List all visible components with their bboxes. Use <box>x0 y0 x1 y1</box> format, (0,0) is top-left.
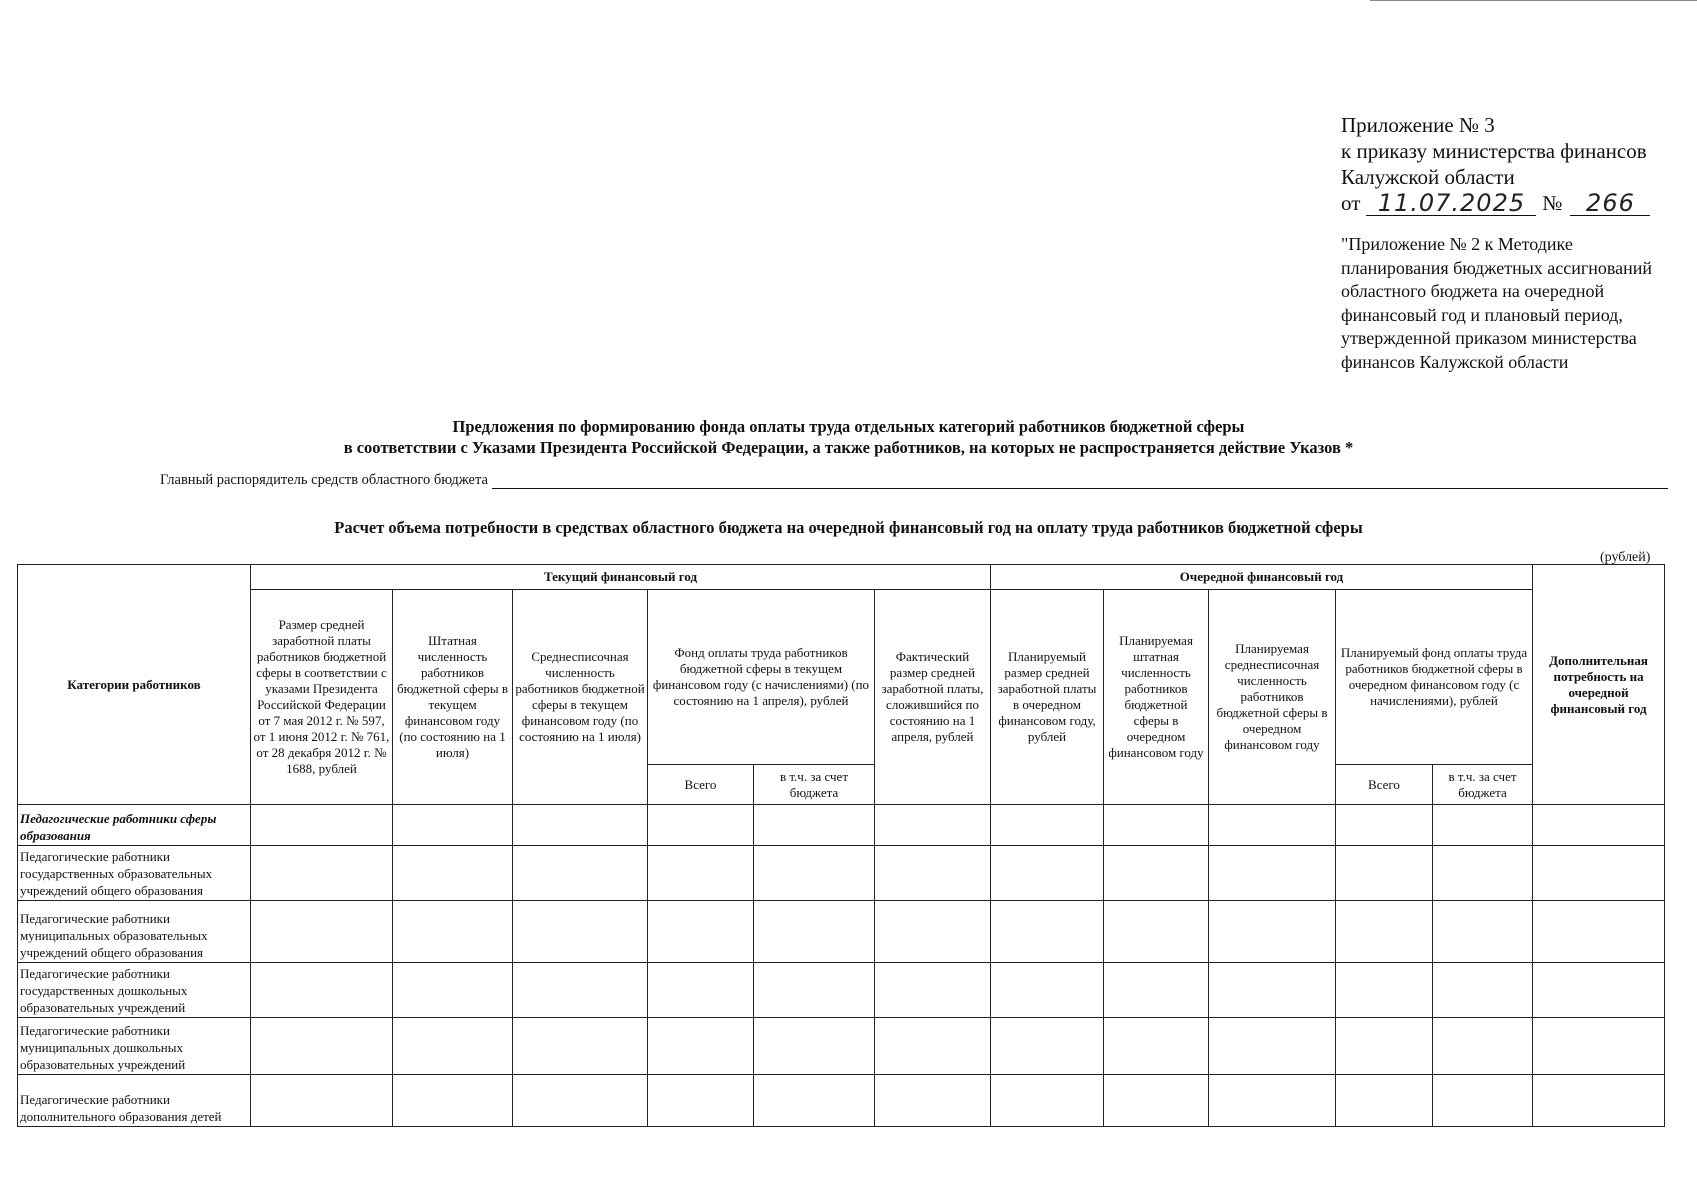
table-cell[interactable] <box>875 805 991 846</box>
table-cell[interactable] <box>648 846 754 901</box>
header-next-incl-budget: в т.ч. за счет бюджета <box>1433 765 1533 805</box>
header-planned-staff: Планируемая штатная численность работников бюджетной сферы в очередном финансовом году <box>1104 590 1209 805</box>
row-label: Педагогические работники сферы образования <box>18 805 251 846</box>
table-cell[interactable] <box>393 1075 513 1127</box>
table-cell[interactable] <box>393 963 513 1018</box>
table-cell[interactable] <box>754 963 875 1018</box>
table-cell[interactable] <box>1336 963 1433 1018</box>
table-cell[interactable] <box>1533 963 1665 1018</box>
table-cell[interactable] <box>991 901 1104 963</box>
appendix-region-line: Калужской области <box>1341 165 1515 189</box>
table-cell[interactable] <box>648 963 754 1018</box>
budget-manager-field <box>492 474 1668 489</box>
number-prefix: № <box>1542 191 1563 215</box>
table-cell[interactable] <box>1104 1018 1209 1075</box>
table-cell[interactable] <box>1104 1075 1209 1127</box>
table-row <box>18 805 1665 846</box>
table-cell[interactable] <box>991 1075 1104 1127</box>
row-label: Педагогические работники дополнительного образования детей <box>18 1075 251 1127</box>
table-cell[interactable] <box>1336 846 1433 901</box>
header-current-incl-budget: в т.ч. за счет бюджета <box>754 765 875 805</box>
table-cell[interactable] <box>1209 901 1336 963</box>
budget-manager-label: Главный распорядитель средств областного бюджета <box>160 472 488 488</box>
table-cell[interactable] <box>251 805 393 846</box>
table-row <box>18 963 1665 1018</box>
appendix-title: Приложение № 3 <box>1341 113 1495 137</box>
appendix-date-line <box>1341 190 1691 216</box>
table-cell[interactable] <box>875 846 991 901</box>
table-cell[interactable] <box>1433 963 1533 1018</box>
row-label: Педагогические работники муниципальных образовательных учреждений общего образования <box>18 901 251 963</box>
header-current-year: Текущий финансовый год <box>251 565 991 590</box>
table-cell[interactable] <box>754 1018 875 1075</box>
payroll-table <box>17 564 1665 1127</box>
budget-manager-line <box>160 472 1668 489</box>
table-row <box>18 1018 1665 1075</box>
table-cell[interactable] <box>648 901 754 963</box>
table-cell[interactable] <box>991 846 1104 901</box>
table-cell[interactable] <box>251 846 393 901</box>
table-cell[interactable] <box>754 846 875 901</box>
table-cell[interactable] <box>393 901 513 963</box>
appendix-block <box>1341 112 1691 216</box>
table-cell[interactable] <box>251 963 393 1018</box>
unit-label: (рублей) <box>1600 550 1651 565</box>
table-cell[interactable] <box>251 1018 393 1075</box>
row-label: Педагогические работники муниципальных дошкольных образовательных учреждений <box>18 1018 251 1075</box>
appendix-order-line: к приказу министерства финансов <box>1341 139 1647 163</box>
table-cell[interactable] <box>1533 901 1665 963</box>
table-cell[interactable] <box>1209 805 1336 846</box>
header-next-total: Всего <box>1336 765 1433 805</box>
table-cell[interactable] <box>1336 1018 1433 1075</box>
table-cell[interactable] <box>1533 1018 1665 1075</box>
header-fund-current: Фонд оплаты труда работников бюджетной сферы в текущем финансовом году (с начислениями) (по состоянию на 1 апреля), рублей <box>648 590 875 765</box>
table-cell[interactable] <box>393 846 513 901</box>
table-cell[interactable] <box>1533 805 1665 846</box>
header-planned-salary: Планируемый размер средней заработной платы в очередном финансовом году, рублей <box>991 590 1104 805</box>
methodology-reference: "Приложение № 2 к Методике планирования бюджетных ассигнований областного бюджета на очередной финансовый год и плановый период, утвержденной приказом министерства финансов Калужской области <box>1341 234 1653 372</box>
table-cell[interactable] <box>393 805 513 846</box>
handwritten-date: 11.07.2025 <box>1366 191 1536 216</box>
table-cell[interactable] <box>513 846 648 901</box>
table-cell[interactable] <box>1433 1075 1533 1127</box>
header-planned-headcount: Планируемая среднесписочная численность работников бюджетной сферы в очередном финансовом году <box>1209 590 1336 805</box>
table-row <box>18 1075 1665 1127</box>
table-cell[interactable] <box>754 901 875 963</box>
table-cell[interactable] <box>1533 846 1665 901</box>
row-label: Педагогические работники государственных дошкольных образовательных учреждений <box>18 963 251 1018</box>
table-cell[interactable] <box>991 963 1104 1018</box>
table-cell[interactable] <box>875 901 991 963</box>
table-cell[interactable] <box>513 901 648 963</box>
table-cell[interactable] <box>991 805 1104 846</box>
header-avg-headcount: Среднесписочная численность работников бюджетной сферы в текущем финансовом году (по состоянию на 1 июля) <box>513 590 648 805</box>
table-cell[interactable] <box>875 1018 991 1075</box>
table-cell[interactable] <box>1209 1075 1336 1127</box>
table-row <box>18 846 1665 901</box>
table-row <box>18 901 1665 963</box>
table-cell[interactable] <box>1433 846 1533 901</box>
document-title-line-1: Предложения по формированию фонда оплаты труда отдельных категорий работников бюджетной сферы <box>452 417 1245 436</box>
table-cell[interactable] <box>1209 963 1336 1018</box>
document-title-line-2: в соответствии с Указами Президента Российской Федерации, а также работников, на которых не распространяется действие Указов * <box>343 438 1354 457</box>
table-cell[interactable] <box>1533 1075 1665 1127</box>
table-cell[interactable] <box>1433 901 1533 963</box>
table-cell[interactable] <box>1209 1018 1336 1075</box>
table-cell[interactable] <box>1104 963 1209 1018</box>
table-cell[interactable] <box>648 1018 754 1075</box>
table-cell[interactable] <box>1433 1018 1533 1075</box>
table-cell[interactable] <box>1104 846 1209 901</box>
table-cell[interactable] <box>875 963 991 1018</box>
header-categories: Категории работников <box>18 565 251 805</box>
header-fund-next: Планируемый фонд оплаты труда работников бюджетной сферы в очередном финансовом году (с начислениями), рублей <box>1336 590 1533 765</box>
table-cell[interactable] <box>875 1075 991 1127</box>
table-cell[interactable] <box>1336 805 1433 846</box>
table-cell[interactable] <box>1336 901 1433 963</box>
handwritten-number: 266 <box>1570 191 1650 216</box>
table-cell[interactable] <box>1209 846 1336 901</box>
table-cell[interactable] <box>513 1018 648 1075</box>
header-current-total: Всего <box>648 765 754 805</box>
header-actual-salary: Фактический размер средней заработной платы, сложившийся по состоянию на 1 апреля, рублей <box>875 590 991 805</box>
header-next-year: Очередной финансовый год <box>991 565 1533 590</box>
calculation-title: Расчет объема потребности в средствах областного бюджета на очередной финансовый год на оплату труда работников бюджетной сферы <box>334 518 1363 537</box>
table-cell[interactable] <box>393 1018 513 1075</box>
table-cell[interactable] <box>754 1075 875 1127</box>
table-cell[interactable] <box>648 805 754 846</box>
table-cell[interactable] <box>1104 805 1209 846</box>
top-border-line <box>1370 0 1697 1</box>
table-cell[interactable] <box>513 1075 648 1127</box>
table-cell[interactable] <box>754 805 875 846</box>
table-cell[interactable] <box>513 805 648 846</box>
table-cell[interactable] <box>648 1075 754 1127</box>
date-prefix: от <box>1341 191 1361 215</box>
table-cell[interactable] <box>251 901 393 963</box>
table-cell[interactable] <box>991 1018 1104 1075</box>
table-cell[interactable] <box>513 963 648 1018</box>
table-cell[interactable] <box>1433 805 1533 846</box>
table-cell[interactable] <box>1336 1075 1433 1127</box>
row-label: Педагогические работники государственных образовательных учреждений общего образования <box>18 846 251 901</box>
table-cell[interactable] <box>1104 901 1209 963</box>
table-cell[interactable] <box>251 1075 393 1127</box>
header-staff-count: Штатная численность работников бюджетной сферы в текущем финансовом году (по состоянию на 1 июля) <box>393 590 513 805</box>
header-additional-need: Дополнительная потребность на очередной финансовый год <box>1533 565 1665 805</box>
header-avg-salary-decrees: Размер средней заработной платы работников бюджетной сферы в соответствии с указами Президента Российской Федерации от 7 мая 2012 г. № 597, от 1 июня 2012 г. № 761, от 28 декабря 2012 г. № 1688, рублей <box>251 590 393 805</box>
